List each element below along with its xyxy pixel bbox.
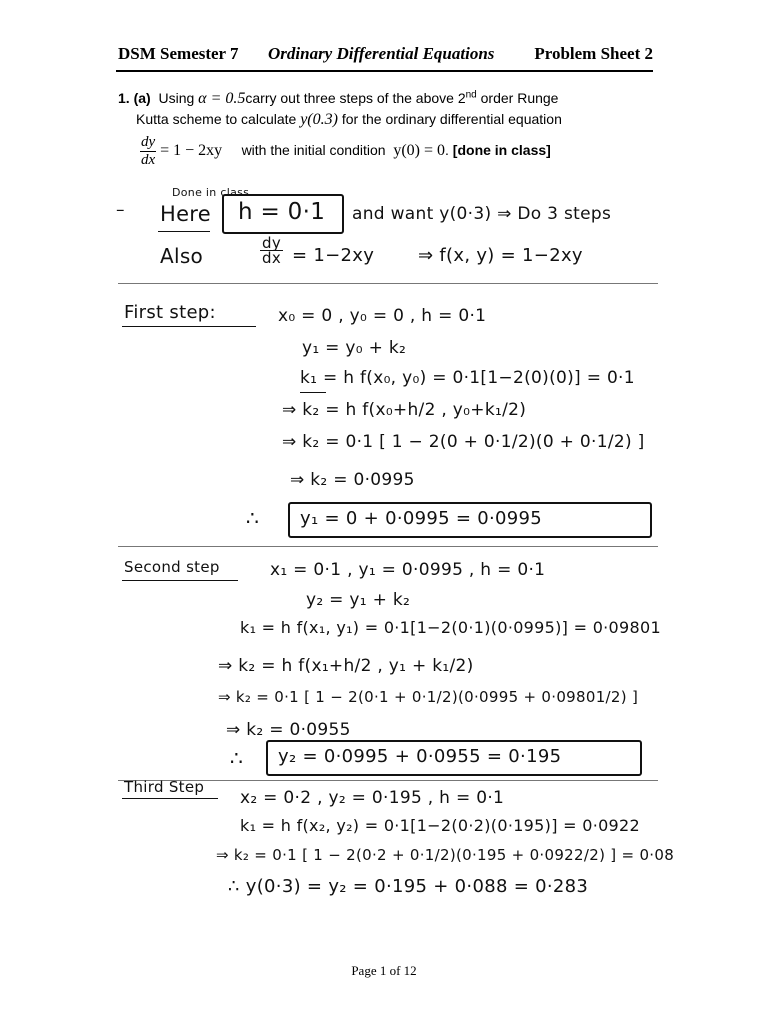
separator-2 (118, 546, 658, 547)
subject-title: Ordinary Differential Equations (268, 44, 495, 63)
second-step-label: Second step (124, 558, 220, 576)
page-number: Page 1 of 12 (351, 963, 417, 978)
step3-line-2: k₁ = h f(x₂, y₂) = 0·1[1−2(0·2)(0·195)] = 0·0922 (240, 816, 640, 835)
step3-line-1: x₂ = 0·2 , y₂ = 0·195 , h = 0·1 (240, 788, 505, 808)
frac-numerator: dy (141, 134, 156, 150)
second-step-underline (122, 580, 238, 581)
and-want-text: and want y(0·3) ⇒ Do 3 steps (352, 204, 612, 224)
first-step-label: First step: (124, 302, 216, 323)
step2-line-6: ⇒ k₂ = 0·0955 (226, 720, 351, 740)
initial-condition: y(0) = 0 (393, 142, 446, 160)
step2-line-5: ⇒ k₂ = 0·1 [ 1 − 2(0·1 + 0·1/2)(0·0995 + 0·09801/2) ] (218, 688, 639, 706)
step2-result: y₂ = 0·0995 + 0·0955 = 0·195 (278, 746, 562, 767)
k1-underline (300, 392, 326, 393)
page-header (118, 44, 653, 66)
step1-line-3: k₁ = h f(x₀, y₀) = 0·1[1−2(0)(0)] = 0·1 (300, 368, 635, 388)
handwritten-done-note: Done in class (172, 186, 250, 199)
margin-dash: – (116, 200, 125, 220)
ode-equation-row: $\frac{dy}{dx}$ = 1 − 2xy with the initial condition y(0) = 0. [done in class] (141, 134, 551, 168)
step1-line-4: ⇒ k₂ = h f(x₀+h/2 , y₀+k₁/2) (282, 400, 527, 420)
here-underline (158, 231, 210, 232)
text-with: with the initial condition (241, 142, 386, 159)
here-label: Here (160, 202, 212, 226)
text-kutta: Kutta scheme to calculate (136, 111, 297, 127)
step3-line-3: ⇒ k₂ = 0·1 [ 1 − 2(0·2 + 0·1/2)(0·195 + 0·0922/2) ] = 0·08 (216, 846, 675, 864)
step2-line-3: k₁ = h f(x₁, y₁) = 0·1[1−2(0·1)(0·0995)] = 0·09801 (240, 618, 661, 637)
frac-denominator: dx (141, 152, 156, 168)
y03-expression: y(0.3) (300, 111, 338, 128)
header-rule (116, 70, 653, 72)
step2-line-2: y₂ = y₁ + k₂ (306, 590, 411, 610)
first-step-underline (122, 326, 256, 327)
also-label: Also (160, 244, 204, 268)
therefore-symbol-1: ∴ (246, 506, 260, 530)
third-step-underline (122, 798, 218, 799)
h-value: h = 0·1 (238, 199, 326, 225)
done-in-class-note: [done in class] (452, 142, 551, 159)
separator-1 (118, 283, 658, 284)
step1-result: y₁ = 0 + 0·0995 = 0·0995 (300, 508, 543, 529)
therefore-symbol-2: ∴ (230, 746, 244, 770)
text-using: Using (158, 90, 195, 106)
step2-line-1: x₁ = 0·1 , y₁ = 0·0995 , h = 0·1 (270, 560, 546, 580)
text-order: order Runge (480, 90, 559, 106)
superscript-nd: nd (465, 89, 477, 101)
step1-line-1: x₀ = 0 , y₀ = 0 , h = 0·1 (278, 306, 487, 326)
text-ode: for the ordinary differential equation (341, 111, 562, 127)
also-f-def: ⇒ f(x, y) = 1−2xy (418, 245, 583, 266)
step1-line-5: ⇒ k₂ = 0·1 [ 1 − 2(0 + 0·1/2)(0 + 0·1/2) ] (282, 432, 645, 452)
step1-line-6: ⇒ k₂ = 0·0995 (290, 470, 415, 490)
dy-dx-fraction (140, 134, 156, 169)
step3-result: ∴ y(0·3) = y₂ = 0·195 + 0·088 = 0·283 (228, 876, 589, 897)
third-step-label: Third Step (124, 778, 205, 796)
also-frac-num: dy (262, 234, 281, 252)
alpha-expression: α = 0.5 (198, 90, 246, 107)
text-carry: carry out three steps of the above 2 (245, 90, 466, 106)
problem-number: 1. (118, 90, 130, 106)
also-fraction (260, 236, 283, 265)
problem-part: (a) (133, 90, 151, 106)
course-title: DSM Semester 7 (118, 44, 239, 63)
step1-line-2: y₁ = y₀ + k₂ (302, 338, 407, 358)
problem-statement (118, 88, 658, 178)
sheet-title: Problem Sheet 2 (534, 44, 653, 63)
also-rhs: = 1−2xy (292, 245, 375, 266)
ode-rhs: = 1 − 2xy (160, 142, 223, 160)
also-frac-den: dx (262, 249, 281, 267)
step2-line-4: ⇒ k₂ = h f(x₁+h/2 , y₁ + k₁/2) (218, 656, 474, 676)
problem-line-2 (118, 109, 658, 130)
problem-line-1 (118, 88, 658, 109)
